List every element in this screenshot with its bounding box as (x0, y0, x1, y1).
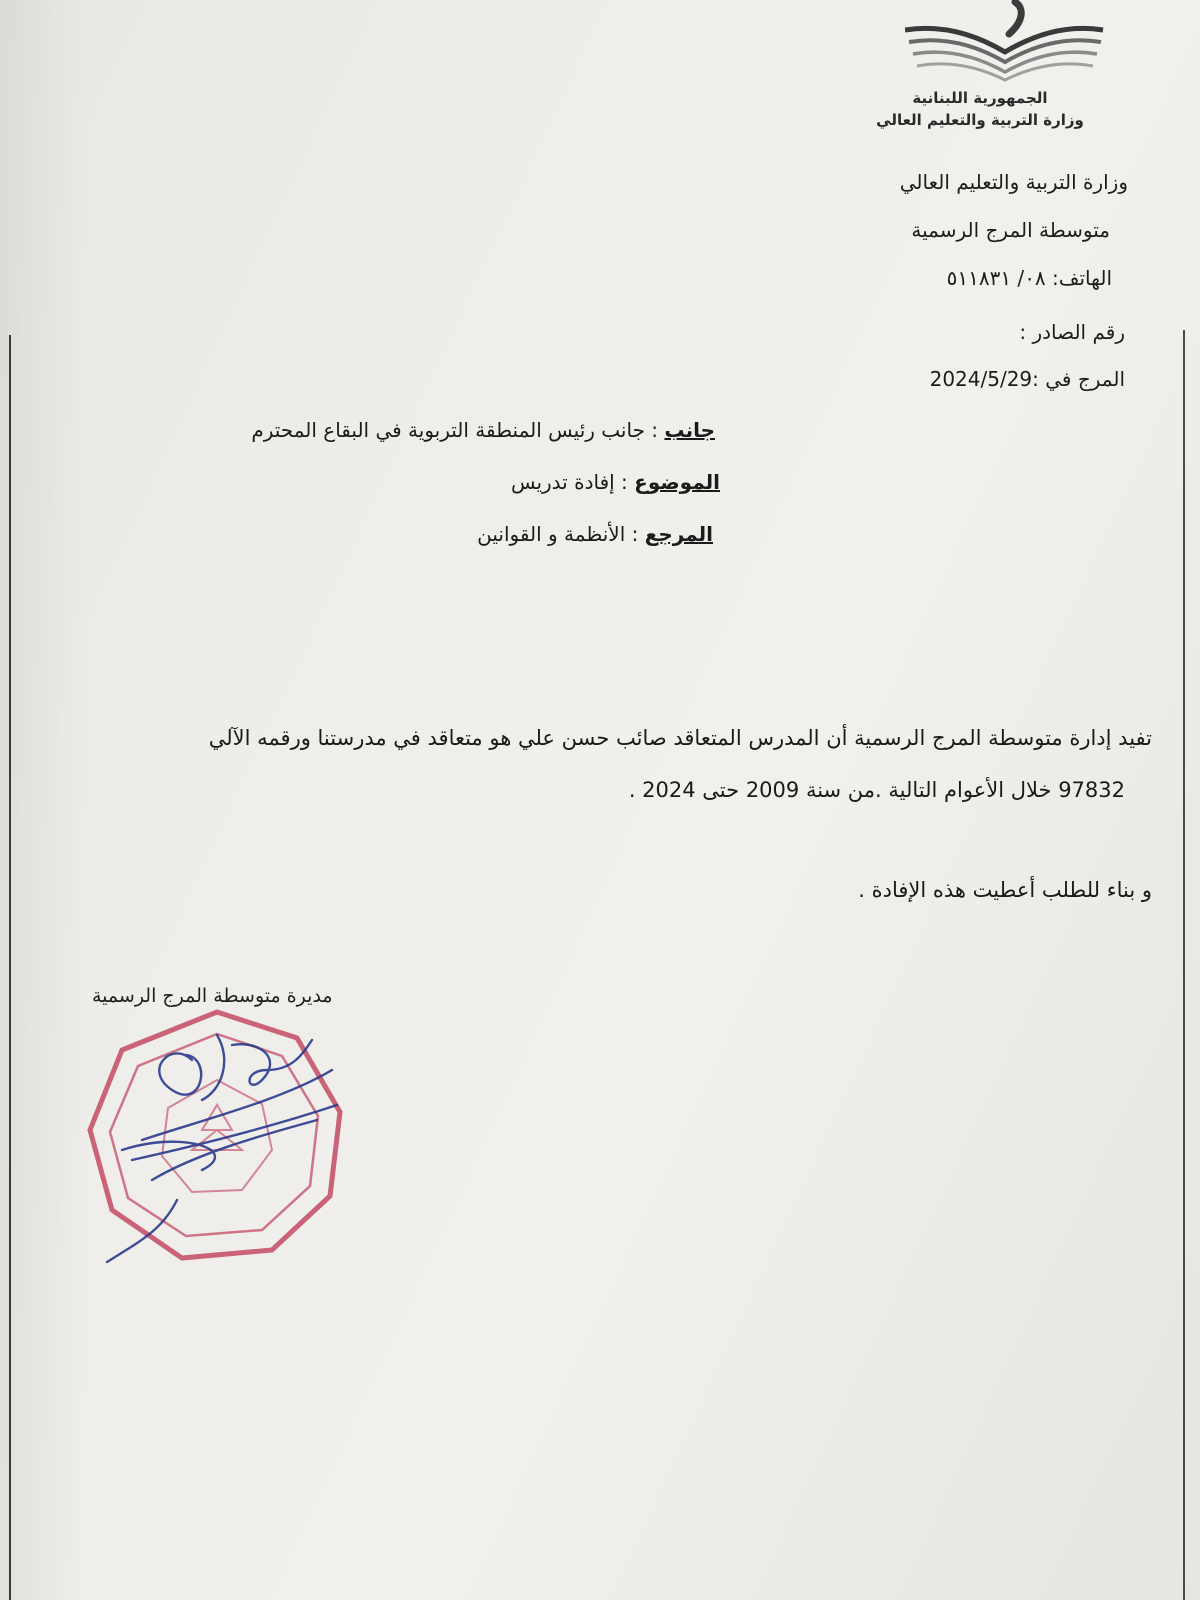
reference-text: : الأنظمة و القوانين (477, 522, 645, 546)
addressee-line (251, 418, 715, 442)
school-name: متوسطة المرج الرسمية (911, 218, 1110, 242)
logo-caption-line2: وزارة التربية والتعليم العالي (876, 111, 1084, 129)
date-line: المرج في :2024/5/29 (929, 367, 1125, 391)
ministry-name: وزارة التربية والتعليم العالي (899, 170, 1128, 194)
body-line-2: 97832 خلال الأعوام التالية .من سنة 2009 حتى 2024 . (628, 778, 1125, 802)
page-shadow (0, 0, 90, 1600)
official-stamp-and-signature (82, 1000, 352, 1270)
page-edge-left (9, 335, 11, 1600)
addressee-text: : جانب رئيس المنطقة التربوية في البقاع المحترم (251, 418, 665, 442)
subject-text: : إفادة تدريس (510, 470, 635, 494)
outgoing-number: رقم الصادر : (1019, 320, 1125, 344)
signature-title: مديرة متوسطة المرج الرسمية (92, 985, 333, 1007)
phone-number: الهاتف: ٠٨/ ٥١١٨٣١ (946, 266, 1112, 290)
subject-label: الموضوع (634, 470, 720, 494)
logo-caption (850, 87, 1110, 131)
subject-line (511, 470, 720, 494)
body-line-1: تفيد إدارة متوسطة المرج الرسمية أن المدرس المتعاقد صائب حسن علي هو متعاقد في مدرستنا ورقمه الآلي (208, 726, 1152, 750)
closing-line: و بناء للطلب أعطيت هذه الإفادة . (858, 878, 1152, 902)
page-edge-right (1183, 330, 1185, 1600)
reference-line (477, 522, 713, 546)
logo-caption-line1: الجمهورية اللبنانية (912, 89, 1048, 107)
ministry-logo (905, 0, 1105, 82)
addressee-label: جانب (664, 418, 715, 442)
reference-label: المرجع (644, 522, 713, 546)
